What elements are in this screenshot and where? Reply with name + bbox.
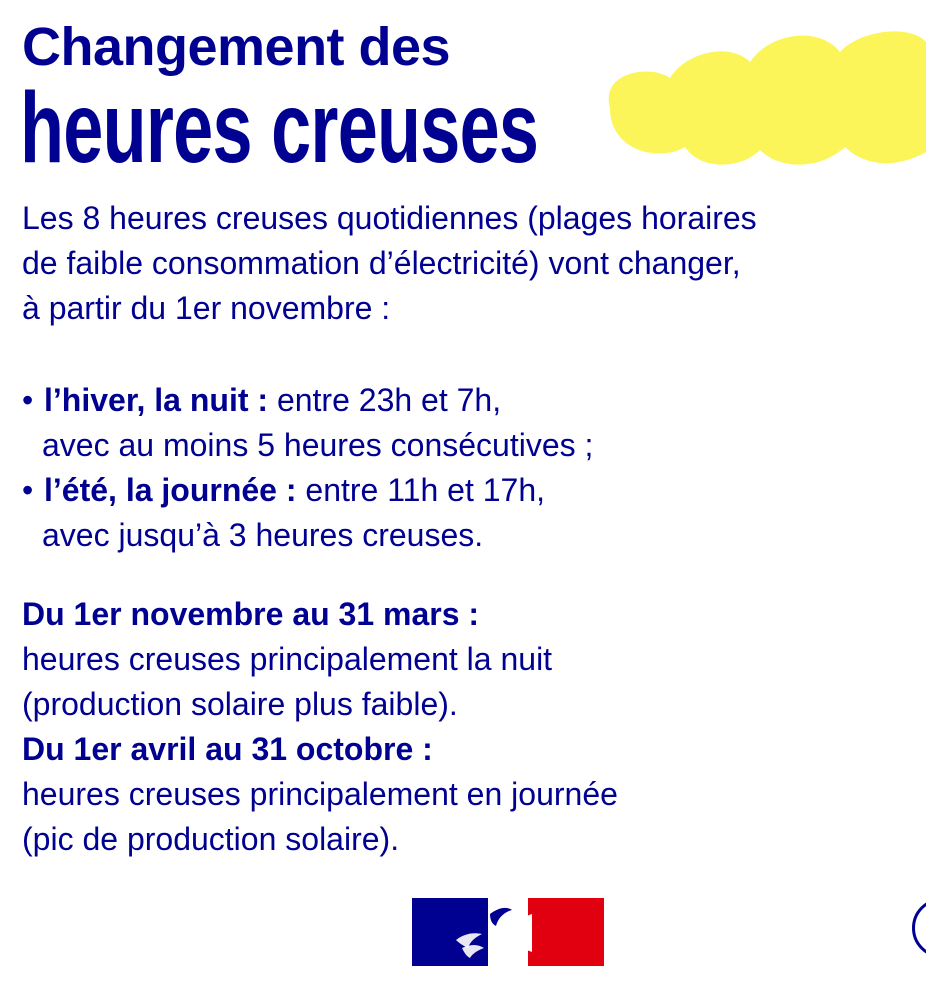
bullet-label: l’été, la journée : [44,472,297,508]
period-line: (pic de production solaire). [22,821,400,857]
bullet-continuation: avec jusqu’à 3 heures creuses. [42,517,484,553]
yellow-highlight-blob [590,12,926,172]
title-line-2: heures creuses [20,72,539,184]
period-line: heures creuses principalement en journée [22,776,618,812]
periods-section [22,592,618,862]
bullet-continuation: avec au moins 5 heures consécutives ; [42,427,594,463]
intro-line-3: à partir du 1er novembre : [22,290,391,326]
bullet-label: l’hiver, la nuit : [44,382,269,418]
bullet-item-winter [22,378,593,423]
republique-francaise-logo-icon [412,896,604,968]
bullet-text: entre 23h et 7h, [276,382,502,418]
title-line-1: Changement des [22,17,451,77]
intro-line-2: de faible consommation d’électricité) vont changer, [22,245,741,281]
intro-line-1: Les 8 heures creuses quotidiennes (plages horaires [22,200,757,236]
intro-paragraph [22,196,757,331]
partial-circle-icon [912,898,926,958]
period-line: heures creuses principalement la nuit [22,641,553,677]
period-heading-winter: Du 1er novembre au 31 mars : [22,596,480,632]
bullet-dot-icon: • [22,472,34,508]
period-heading-summer: Du 1er avril au 31 octobre : [22,731,433,767]
bullet-text: entre 11h et 17h, [305,472,545,508]
bullet-dot-icon: • [22,382,34,418]
bullet-item-summer [22,468,593,513]
bullet-list [22,378,593,558]
period-line: (production solaire plus faible). [22,686,458,722]
